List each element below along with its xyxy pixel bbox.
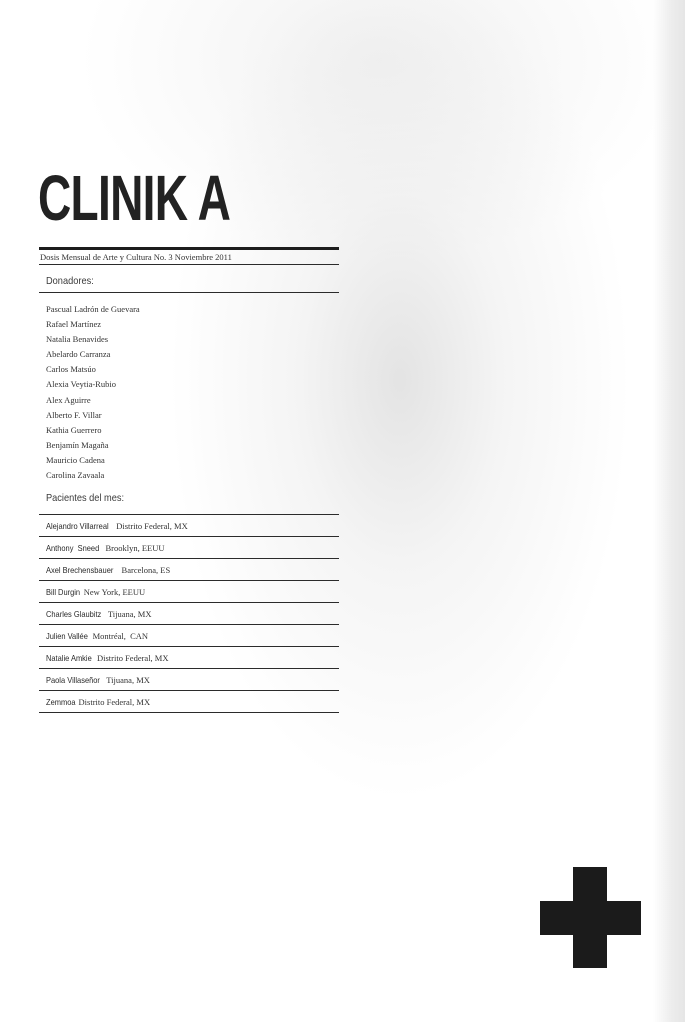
- patient-name: Axel Brechensbauer: [46, 564, 114, 575]
- table-row: [39, 669, 339, 691]
- patient-location: Brooklyn, EEUU: [105, 542, 165, 553]
- table-row: [39, 559, 339, 581]
- list-item: Alex Aguirre: [46, 394, 91, 405]
- tagline-rule: [39, 264, 339, 265]
- list-item: Alexia Veytia-Rubio: [46, 379, 116, 390]
- table-row: [39, 581, 339, 603]
- table-row: [39, 603, 339, 625]
- page-edge-shadow: [653, 0, 685, 1022]
- patient-name: Paola Villaseñor: [46, 674, 100, 685]
- plus-cross-icon: [540, 867, 641, 968]
- patient-location: Distrito Federal, MX: [78, 696, 151, 707]
- table-row: [39, 625, 339, 647]
- donors-heading-rule: [39, 292, 339, 293]
- masthead-rule: [39, 247, 339, 250]
- patient-location: Montréal, CAN: [92, 630, 149, 641]
- donors-list: [46, 302, 140, 483]
- patient-name: Julien Vallée: [46, 630, 88, 641]
- list-item: Pascual Ladrón de Guevara: [46, 304, 140, 314]
- table-row: [39, 647, 339, 669]
- cross-horizontal-bar: [540, 901, 641, 935]
- list-item: Natalia Benavides: [46, 334, 109, 345]
- patient-location: Tijuana, MX: [107, 608, 152, 619]
- list-item: Mauricio Cadena: [46, 454, 105, 465]
- list-item: Carlos Matsúo: [46, 364, 96, 375]
- magazine-logo: CLINIK A: [38, 162, 231, 234]
- patients-list: [39, 514, 339, 713]
- patient-location: Distrito Federal, MX: [116, 520, 188, 531]
- patient-location: New York, EEUU: [83, 586, 146, 597]
- patient-name: Anthony Sneed: [46, 542, 100, 553]
- list-item: Benjamín Magaña: [46, 439, 109, 450]
- list-item: Kathia Guerrero: [46, 424, 102, 435]
- list-item: Rafael Martínez: [46, 319, 101, 330]
- patient-name: Bill Durgin: [46, 586, 81, 597]
- patient-location: Tijuana, MX: [106, 674, 150, 685]
- patient-name: Charles Glaubitz: [46, 608, 102, 619]
- table-row: [39, 537, 339, 559]
- patient-name: Natalie Amkie: [46, 652, 92, 663]
- patient-name: Zemmoa: [46, 696, 76, 707]
- masthead-tagline: Dosis Mensual de Arte y Cultura No. 3 Noviembre 2011: [40, 252, 232, 262]
- table-row: [39, 691, 339, 713]
- patient-name: Alejandro Villarreal: [46, 520, 109, 531]
- list-item: Carolina Zavaala: [46, 470, 105, 481]
- list-item: Abelardo Carranza: [46, 349, 111, 360]
- patient-location: Distrito Federal, MX: [96, 652, 169, 663]
- table-row: [39, 515, 339, 537]
- list-item: Alberto F. Villar: [46, 409, 102, 420]
- patient-location: Barcelona, ES: [121, 564, 171, 575]
- donors-heading: Donadores:: [46, 275, 94, 287]
- patients-heading: Pacientes del mes:: [46, 492, 125, 504]
